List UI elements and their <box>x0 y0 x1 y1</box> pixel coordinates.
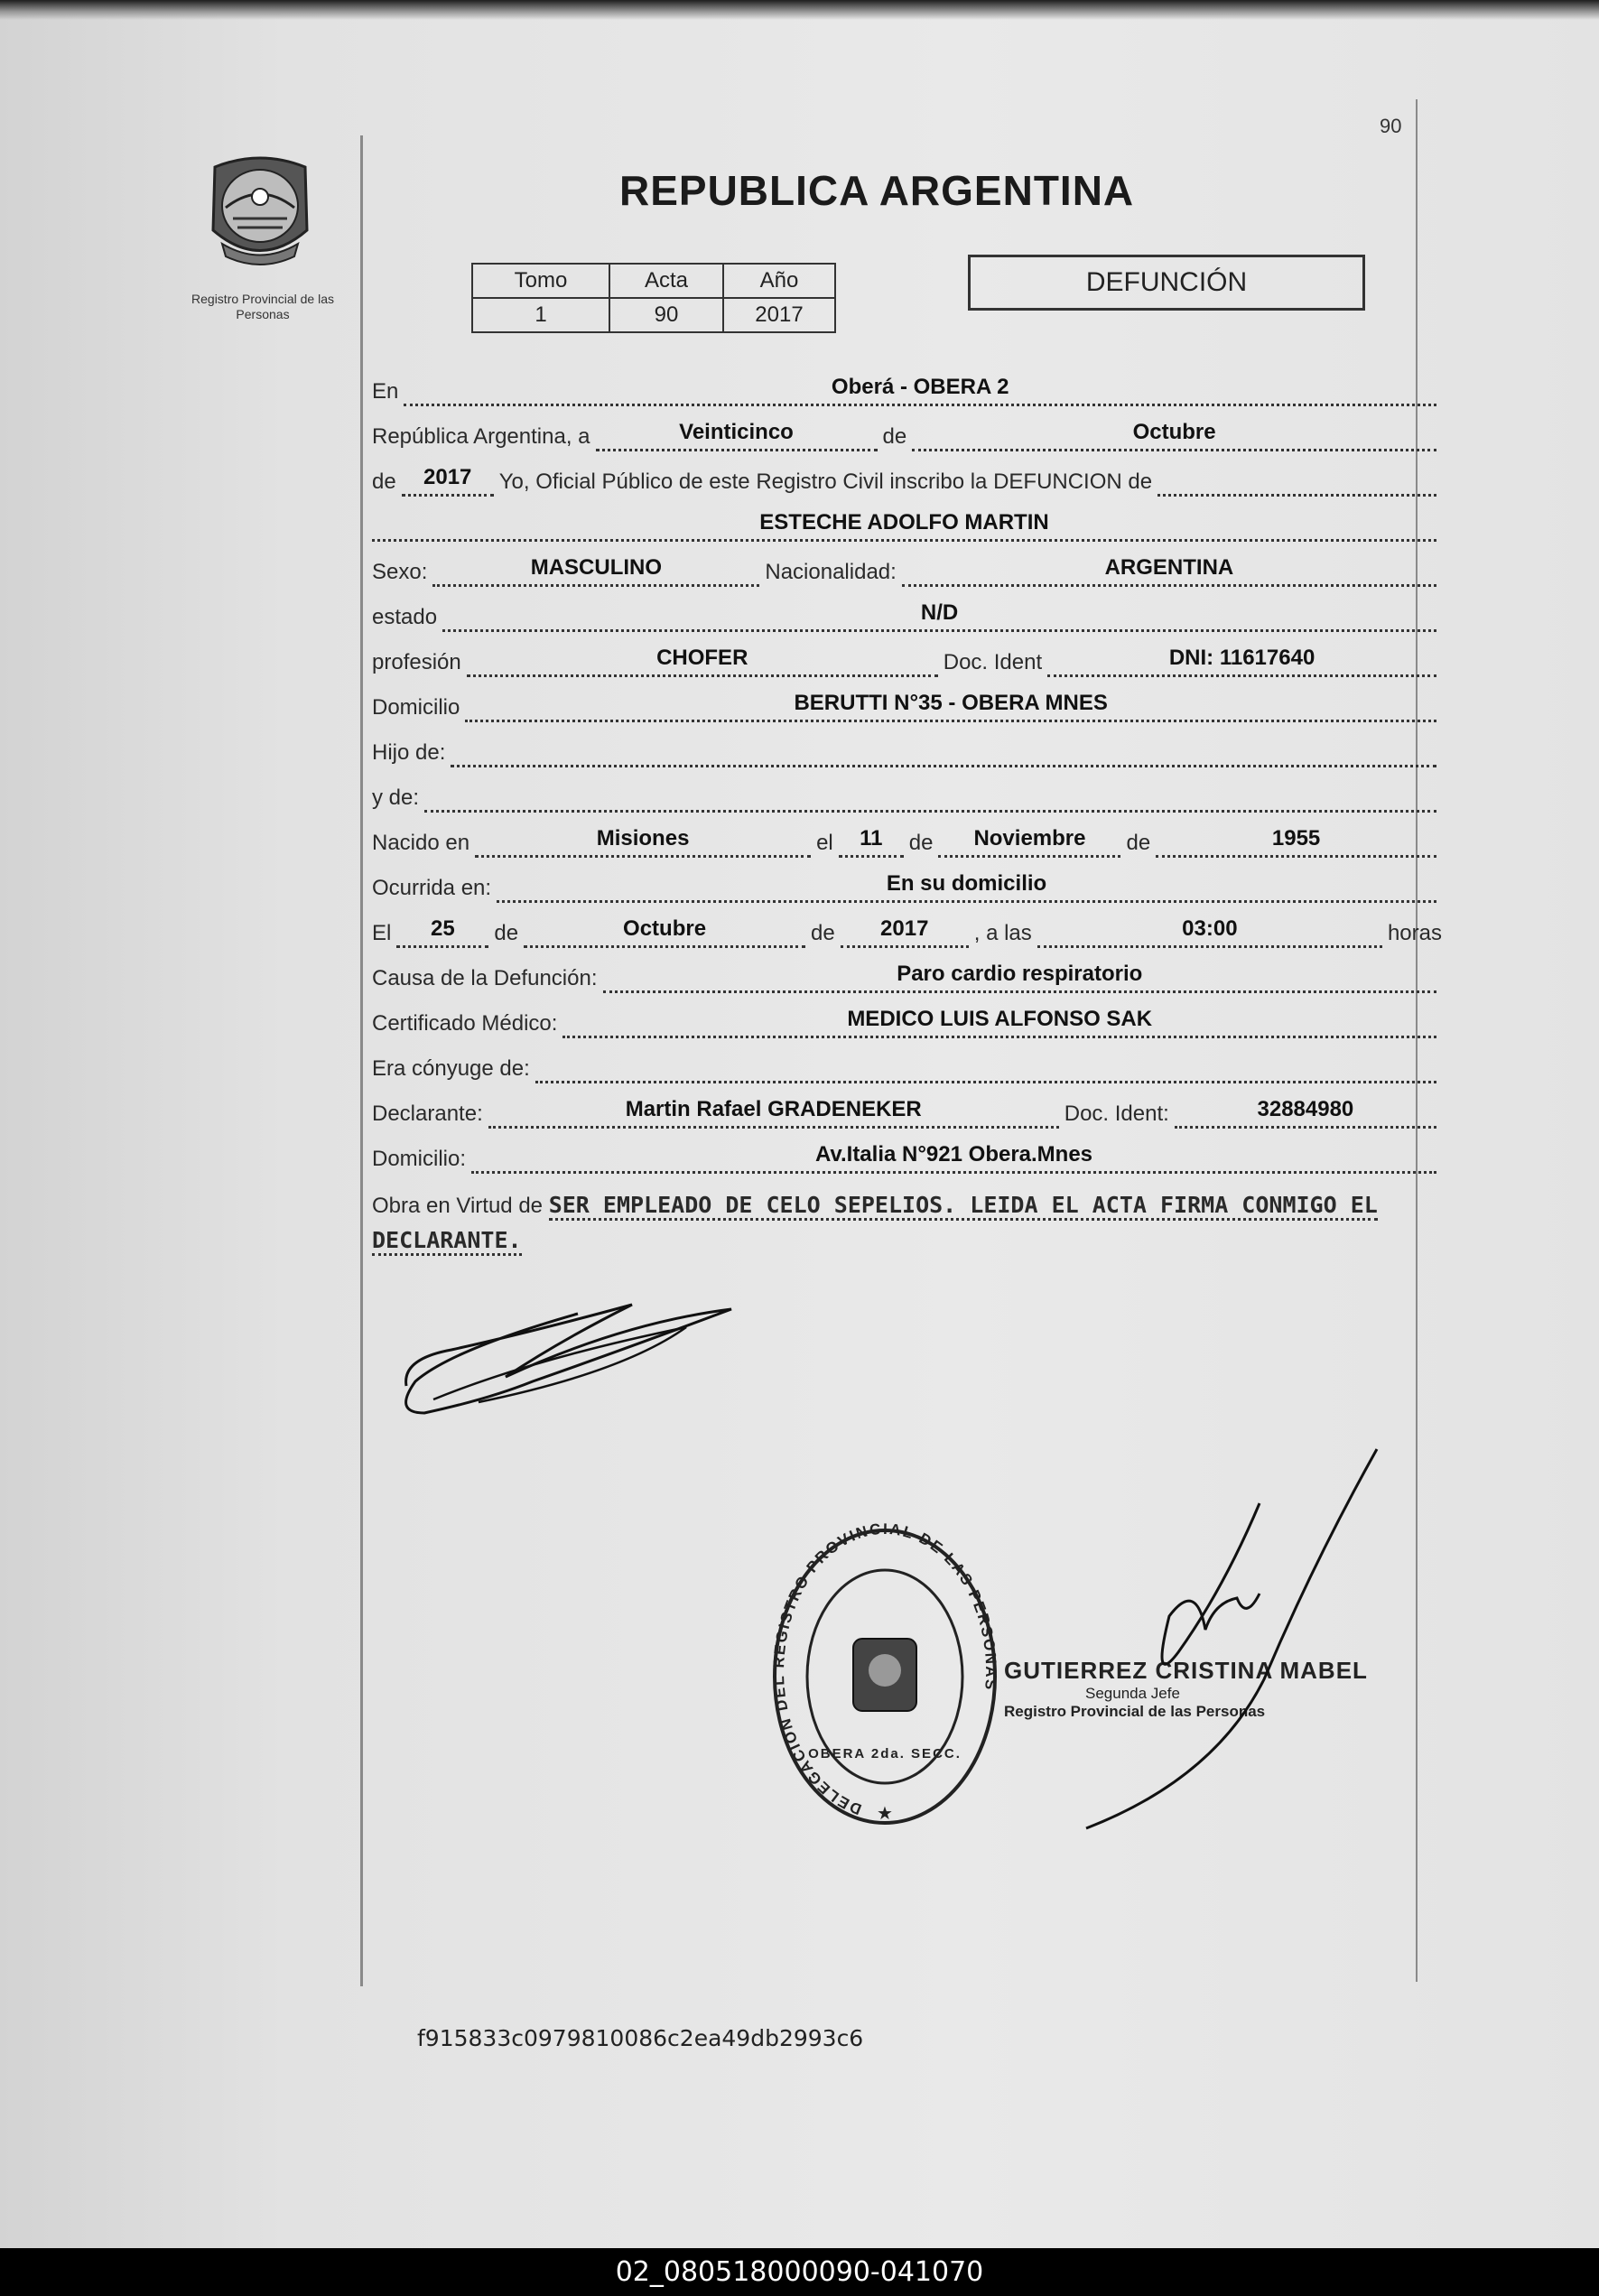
label-yo-oficial: Yo, Oficial Público de este Registro Civil inscribo la DEFUNCION de <box>498 469 1153 494</box>
declarant-signature <box>397 1287 749 1431</box>
value-causa: Paro cardio respiratorio <box>603 962 1437 993</box>
label-domicilio-2: Domicilio: <box>372 1147 467 1171</box>
register-value-tomo: 1 <box>472 298 609 332</box>
value-sexo: MASCULINO <box>432 555 759 587</box>
scan-footer-id: 02_080518000090-041070 <box>0 2248 1599 2296</box>
value-profesion: CHOFER <box>467 646 938 677</box>
label-de-4: de <box>1126 831 1151 855</box>
row-nacimiento <box>372 818 1442 858</box>
register-value-acta: 90 <box>609 298 723 332</box>
provincial-emblem <box>197 144 323 280</box>
register-header-anio: Año <box>723 264 835 298</box>
label-causa: Causa de la Defunción: <box>372 966 598 990</box>
row-ocurrida-en <box>372 863 1442 903</box>
value-y-de <box>424 785 1436 813</box>
label-de-6: de <box>811 921 835 945</box>
value-def-dia: 25 <box>396 916 488 948</box>
label-sexo: Sexo: <box>372 560 428 584</box>
document-type-box: DEFUNCIÓN <box>968 255 1365 311</box>
row-declarante <box>372 1089 1442 1129</box>
value-domicilio: BERUTTI N°35 - OBERA MNES <box>465 691 1436 722</box>
label-de: de <box>882 424 907 449</box>
value-nombre: ESTECHE ADOLFO MARTIN <box>372 510 1436 542</box>
value-nacido-en: Misiones <box>475 826 811 858</box>
label-declarante: Declarante: <box>372 1102 483 1126</box>
value-anio: 2017 <box>402 465 494 497</box>
label-doc-ident: Doc. Ident <box>943 650 1043 674</box>
label-conyuge: Era cónyuge de: <box>372 1056 530 1081</box>
label-de-2: de <box>372 469 396 494</box>
seal-star-icon: ★ <box>877 1804 893 1824</box>
row-hijo-de <box>372 728 1442 767</box>
register-header-acta: Acta <box>609 264 723 298</box>
value-lugar: Oberá - OBERA 2 <box>404 375 1436 406</box>
label-de-3: de <box>908 831 934 855</box>
row-causa <box>372 953 1442 993</box>
row-anio <box>372 457 1442 497</box>
label-profesion: profesión <box>372 650 461 674</box>
row-sexo <box>372 547 1442 587</box>
row-conyuge <box>372 1044 1442 1083</box>
row-nombre <box>372 502 1442 542</box>
value-def-hora: 03:00 <box>1037 916 1382 948</box>
value-declarante: Martin Rafael GRADENEKER <box>488 1097 1059 1129</box>
scan-shadow <box>0 0 1599 20</box>
registry-label: Registro Provincial de las Personas <box>191 292 334 321</box>
label-hijo-de: Hijo de: <box>372 740 446 765</box>
value-declarante-domicilio: Av.Italia N°921 Obera.Mnes <box>471 1142 1436 1174</box>
seal-outer-text: DELEGACION DEL REGISTRO PROVINCIAL DE LAS PERSONAS <box>769 1521 1000 1818</box>
value-estado: N/D <box>442 600 1436 632</box>
value-obra-virtud: SER EMPLEADO DE CELO SEPELIOS. LEIDA EL ACTA FIRMA CONMIGO EL DECLARANTE. <box>372 1192 1378 1256</box>
label-en: En <box>372 379 399 404</box>
label-de-5: de <box>494 921 519 945</box>
official-name: GUTIERREZ CRISTINA MABEL <box>1004 1657 1368 1684</box>
value-blank <box>1157 490 1436 497</box>
row-lugar <box>372 367 1442 406</box>
register-header-tomo: Tomo <box>472 264 609 298</box>
label-a-las: , a las <box>973 921 1032 945</box>
label-y-de: y de: <box>372 785 420 810</box>
value-mes: Octubre <box>912 420 1436 451</box>
value-dia: Veinticinco <box>596 420 878 451</box>
misiones-coat-of-arms-icon <box>197 144 323 275</box>
registry-seal <box>767 1521 1002 1833</box>
label-nacionalidad: Nacionalidad: <box>765 560 897 584</box>
row-fecha <box>372 412 1442 451</box>
document-title: REPUBLICA ARGENTINA <box>619 167 1135 214</box>
label-ocurrida-en: Ocurrida en: <box>372 876 492 900</box>
value-doc-ident: DNI: 11617640 <box>1047 646 1436 677</box>
row-obra-virtud <box>372 1188 1442 1259</box>
left-margin-line <box>360 135 363 1986</box>
value-declarante-doc: 32884980 <box>1175 1097 1436 1129</box>
value-ocurrida-en: En su domicilio <box>497 871 1436 903</box>
value-certificado: MEDICO LUIS ALFONSO SAK <box>562 1007 1436 1038</box>
value-def-mes: Octubre <box>524 916 805 948</box>
official-office: Registro Provincial de las Personas <box>1004 1703 1266 1720</box>
value-nacionalidad: ARGENTINA <box>902 555 1436 587</box>
document-hash: f915833c0979810086c2ea49db2993c6 <box>417 2025 864 2051</box>
label-nacido-en: Nacido en <box>372 831 470 855</box>
value-nac-anio: 1955 <box>1156 826 1436 858</box>
official-signature <box>1079 1445 1386 1833</box>
row-domicilio <box>372 683 1442 722</box>
official-role: Segunda Jefe <box>1085 1685 1180 1702</box>
label-el-cap: El <box>372 921 392 945</box>
value-nac-mes: Noviembre <box>938 826 1120 858</box>
value-nac-dia: 11 <box>839 826 904 858</box>
register-value-anio: 2017 <box>723 298 835 332</box>
row-declarante-domicilio <box>372 1134 1442 1174</box>
label-certificado: Certificado Médico: <box>372 1011 558 1036</box>
label-obra: Obra en Virtud de <box>372 1194 544 1218</box>
value-conyuge <box>535 1055 1436 1083</box>
label-el: el <box>816 831 833 855</box>
row-profesion <box>372 637 1442 677</box>
label-horas: horas <box>1387 921 1442 945</box>
page-number: 90 <box>1380 115 1402 137</box>
seal-inner-text: OBERA 2da. SECC. <box>808 1746 962 1762</box>
label-republica: República Argentina, a <box>372 424 590 449</box>
register-table <box>471 263 836 333</box>
label-doc-ident-2: Doc. Ident: <box>1064 1102 1169 1126</box>
row-fecha-defuncion <box>372 908 1442 948</box>
label-domicilio: Domicilio <box>372 695 460 720</box>
row-y-de <box>372 773 1442 813</box>
row-estado <box>372 592 1442 632</box>
label-estado: estado <box>372 605 438 629</box>
value-def-anio: 2017 <box>841 916 969 948</box>
row-certificado <box>372 999 1442 1038</box>
value-hijo-de <box>451 739 1436 767</box>
